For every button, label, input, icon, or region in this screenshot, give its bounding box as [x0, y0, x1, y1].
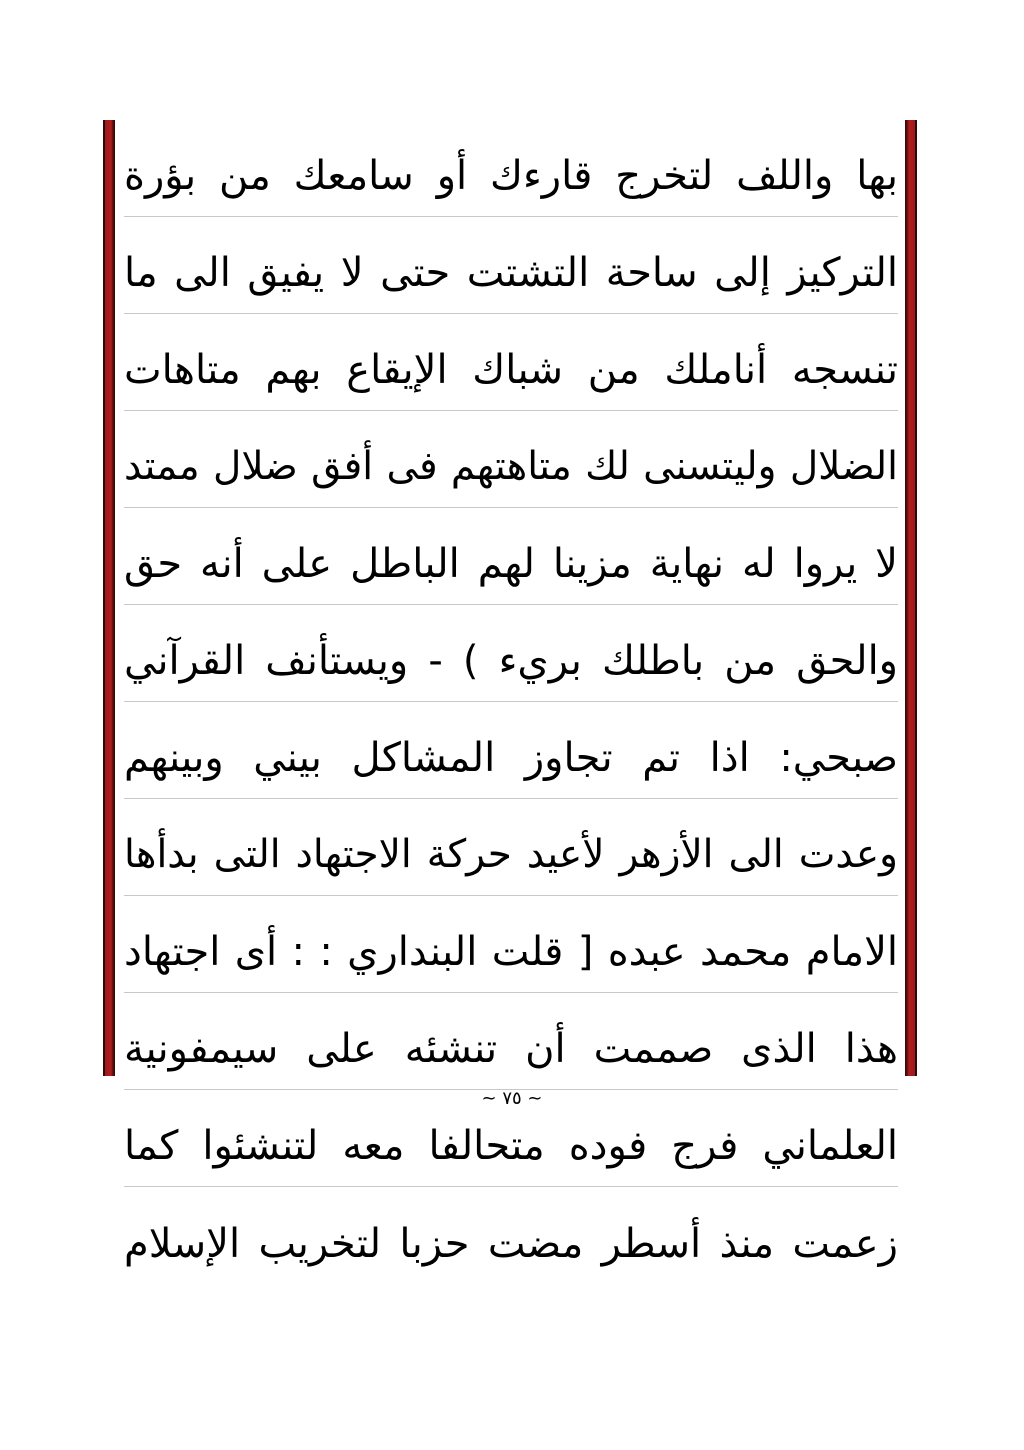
line-text: الامام محمد عبده [ قلت البنداري : : أى اجتهاد [124, 929, 898, 975]
text-body [124, 120, 898, 1284]
line-text: العلماني فرج فوده متحالفا معه لتنشئوا كما [124, 1123, 898, 1169]
text-line [124, 605, 898, 702]
line-text: زعمت منذ أسطر مضت حزبا لتخريب الإسلام [124, 1221, 898, 1267]
text-line [124, 508, 898, 605]
text-line [124, 314, 898, 411]
text-line [124, 702, 898, 799]
line-text: بها واللف لتخرج قارءك أو سامعك من بؤرة [124, 153, 898, 199]
text-line [124, 993, 898, 1090]
line-text: وعدت الى الأزهر لأعيد حركة الاجتهاد التى بدأها [124, 832, 898, 877]
text-line [124, 217, 898, 314]
line-text: صبحي: اذا تم تجاوز المشاكل بيني وبينهم [124, 735, 898, 781]
line-text: والحق من باطلك بريء ) - ويستأنف القرآني [124, 638, 898, 684]
text-line [124, 120, 898, 217]
line-text: تنسجه أناملك من شباك الإيقاع بهم متاهات [124, 347, 898, 393]
line-text: هذا الذى صممت أن تنشئه على سيمفونية [124, 1026, 898, 1072]
right-border-bar [905, 120, 917, 1076]
text-line [124, 1187, 898, 1284]
text-line [124, 896, 898, 993]
text-line [124, 411, 898, 508]
line-text: لا يروا له نهاية مزينا لهم الباطل على أنه حق [124, 541, 898, 587]
line-text: الضلال وليتسنى لك متاهتهم فى أفق ضلال ممتد [124, 444, 898, 489]
page-number: ~ ٧٥ ~ [481, 1088, 543, 1109]
left-border-bar [103, 120, 115, 1076]
line-text: التركيز إلى ساحة التشتت حتى لا يفيق الى ما [124, 250, 898, 296]
text-line [124, 799, 898, 896]
